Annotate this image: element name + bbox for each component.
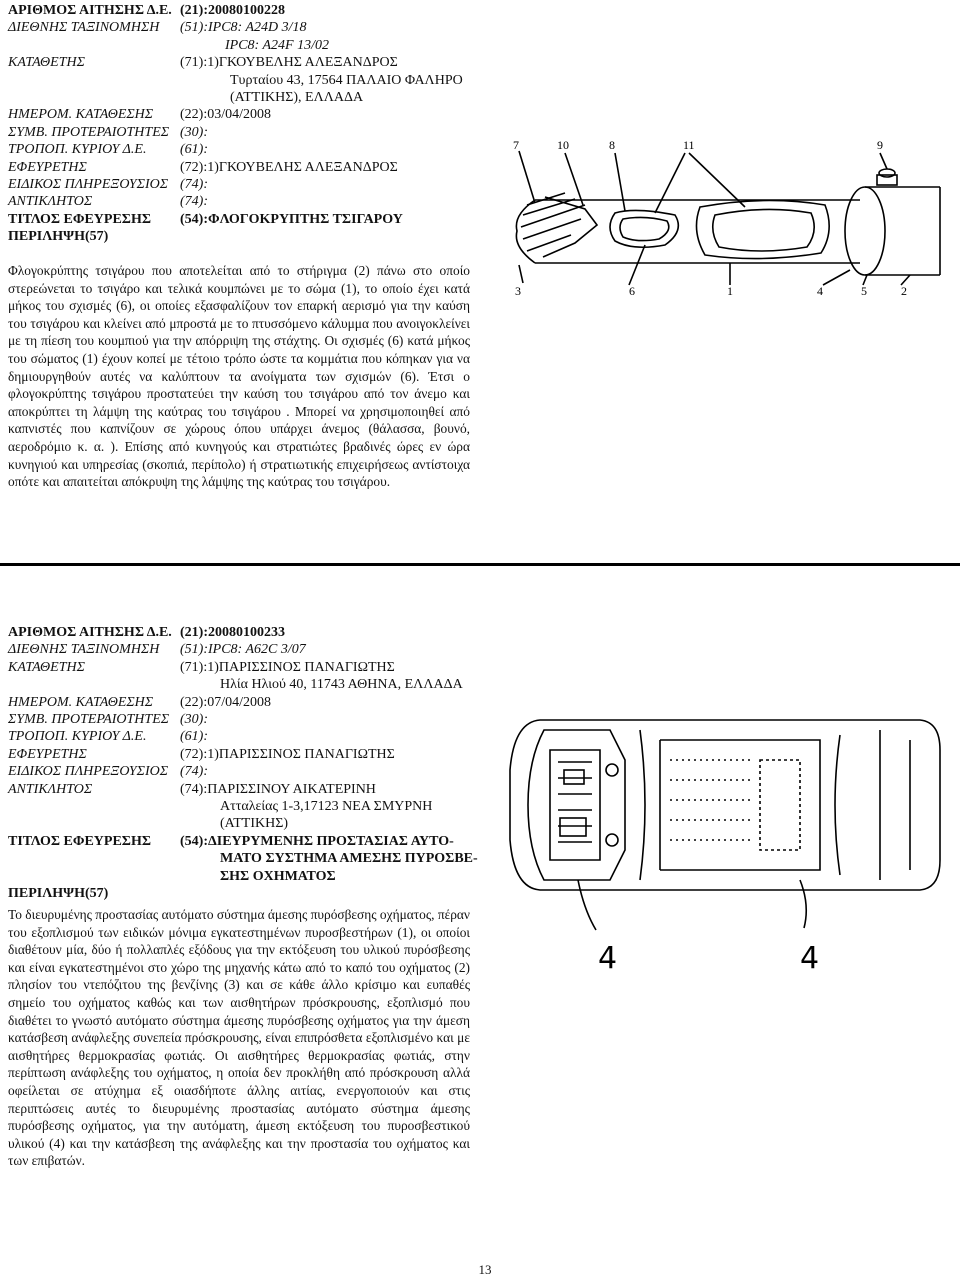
agent-value: (74): <box>180 194 208 210</box>
attorney-value: (74): <box>180 764 208 780</box>
amendment-label: ΤΡΟΠΟΠ. ΚΥΡΙΟΥ Δ.Ε. <box>8 729 147 745</box>
applicant-label: ΚΑΤΑΘΕΤΗΣ <box>8 55 85 71</box>
priority-label: ΣΥΜΒ. ΠΡΟΤΕΡΑΙΟΤΗΤΕΣ <box>8 124 170 140</box>
callout-1: 1 <box>727 284 733 298</box>
callout-3: 3 <box>515 284 521 298</box>
agent-address-cont: (ΑΤΤΙΚΗΣ) <box>220 816 289 832</box>
empty-label <box>8 850 180 867</box>
application-number-label: ΑΡΙΘΜΟΣ ΑΙΤΗΣΗΣ Δ.Ε. <box>8 625 172 640</box>
amendment-value: (61): <box>180 142 208 158</box>
attorney-value: (74): <box>180 177 208 193</box>
invention-title-value: (54):ΦΛΟΓΟΚΡΥΠΤΗΣ ΤΣΙΓΑΡΟΥ <box>180 211 403 227</box>
entry1-metadata <box>8 2 478 246</box>
entry1-applicant-address-row <box>8 72 478 89</box>
entry2-title-cont2-row <box>8 868 478 885</box>
entry2-classification-row <box>8 641 478 658</box>
callout-10: 10 <box>557 138 569 152</box>
priority-label: ΣΥΜΒ. ΠΡΟΤΕΡΑΙΟΤΗΤΕΣ <box>8 712 170 728</box>
classification-label: ΔΙΕΘΝΗΣ ΤΑΞΙΝΟΜΗΣΗ <box>8 20 160 36</box>
empty-label <box>8 815 180 832</box>
entry1-classification-row <box>8 19 478 36</box>
priority-value: (30): <box>180 124 208 140</box>
entry2-title-cont-row <box>8 850 478 867</box>
entry2-abstract: Το διευρυμένης προστασίας αυτόματο σύστημα άμεσης πυρόσβεσης οχήματος, πέραν του εξοπλισμού των ειδικών μόνιμα εγκατεστημένων πυροσβεστήρων (1), οι οποίοι διαθέτουν μία, δύο ή πολλαπλές εξόδους για την εκτόξευση του υλικού πυρόσβεσης και είναι εγκατεστημένοι στο χώρο της μηχανής κάτω από το καπό του οχήματος (2) πλησίον του ντεπόζιτου της βενζίνης (3) και σε κάθε άλλο κρίσιμο και ευπαθές σημείο του οχήματος καθώς και των αισθητήρων πρόσκρουσης, εξοπλισμό που διαθέτει το γνωστό αυτόματο σύστημα άμεσης πυρόσβεσης οχήματος για την άμεση κατάσβεση ανάφλεξης συνεπεία πρόσκρουσης, είναι επιπρόσθετα εξοπλισμένο και με αισθητήρες θερμοκρασίας φωτιάς. Οι αισθητήρες θερμοκρασίας φωτιάς, στην περίπτωση ανάφλεξης του οχήματος, η οποία δεν προκλήθη από πρόσκρουση αλλά οφείλεται σε ατύχημα εξ οιασδήποτε άλλης αιτίας, ενεργοποιούν και στις περιπτώσεις αυτές το διευρυμένης προστασίας αυτόματο σύστημα άμεσης πυρόσβεσης οχήματος, για την αυτόματη, άμεση εκτόξευση του πυροσβεστικού υλικού (4) και την κατάσβεση της ανάφλεξης και την προστασία του οχήματος και των επιβατών. <box>8 907 470 1169</box>
agent-address: Ατταλείας 1-3,17123 ΝΕΑ ΣΜΥΡΝΗ <box>220 799 433 815</box>
classification-value-cont: IPC8: A24F 13/02 <box>225 37 329 53</box>
applicant-value: (71):1)ΓΚΟΥΒΕΛΗΣ ΑΛΕΞΑΝΔΡΟΣ <box>180 55 398 71</box>
entry2-applicant-row <box>8 659 478 676</box>
entry2-attorney-row <box>8 763 478 780</box>
entry1-filing-date-row <box>8 106 478 123</box>
callout-6: 6 <box>629 284 635 298</box>
empty-label <box>8 72 180 89</box>
entry2-applicant-address-row <box>8 676 478 693</box>
entry2-priority-row <box>8 711 478 728</box>
empty-label <box>8 676 180 693</box>
invention-title-cont: ΜΑΤΟ ΣΥΣΤΗΜΑ ΑΜΕΣΗΣ ΠΥΡΟΣΒΕ- <box>220 851 478 867</box>
entry1-abstract: Φλογοκρύπτης τσιγάρου που αποτελείται από το στήριγμα (2) πάνω στο οποίο στερεώνεται το τσιγάρο και τελικά κουμπώνει με το σώμα (1), το οποίο έχει κατά μήκος του σχισμές (6), οι οποίες εξασφαλίζουν τον επαρκή αερισμό για την καύση του τσιγάρου και κλείνει από μπροστά με το πτυσσόμενο κάλυμμα που ανοιγοκλείνει με τη πίεση του κουμπιού για την απόρριψη της στάχτης. Οι σχισμές (6) κατά μήκος του σώματος (1) έχουν κοπεί με τέτοιο τρόπο ώστε τα κομμάτια που κόπηκαν για να δημιουργηθούν αυτές να καλύπτουν τα ανοίγματα των σχισμών (6). Έτσι ο φλογοκρύπτης τσιγάρου προστατεύει την καύση του τσιγάρου από τον άνεμο και αποκρύπτει τη λάμψη της καύτρας του τσιγάρου . Μπορεί να χρησιμοποιηθεί από καπνιστές που καπνίζουν σε χώρους όπου υπάρχει άνεμος (θάλασσα, βουνό, αεροδρόμιο κ. α. ). Επίσης από κυνηγούς και στρατιώτες βραδινές ώρες εν ώρα κυνηγιού και υπηρεσίας (σκοπιά, περίπολο) ή στρατιωτικής επιχειρήσεως αντίστοιχα οπότε και απαιτείται απόκρυψη της λάμψης της καύτρας του τσιγάρου. <box>8 263 470 490</box>
entry1-inventor-row <box>8 159 478 176</box>
entry2-agent-address-row <box>8 798 478 815</box>
agent-value: (74):ΠΑΡΙΣΣΙΝΟΥ ΑΙΚΑΤΕΡΙΝΗ <box>180 781 376 797</box>
entry1-classification-cont-row <box>8 37 478 54</box>
entry2-agent-address-cont-row <box>8 815 478 832</box>
filing-date-label: ΗΜΕΡΟΜ. ΚΑΤΑΘΕΣΗΣ <box>8 107 154 123</box>
applicant-address-cont: (ΑΤΤΙΚΗΣ), ΕΛΛΑΔΑ <box>230 90 364 106</box>
classification-label: ΔΙΕΘΝΗΣ ΤΑΞΙΝΟΜΗΣΗ <box>8 642 160 658</box>
entry1-applicant-row <box>8 54 478 71</box>
entry2-amendment-row <box>8 728 478 745</box>
entry1-agent-row <box>8 193 478 210</box>
callout-4-right: 4 <box>800 941 820 976</box>
applicant-label: ΚΑΤΑΘΕΤΗΣ <box>8 659 85 675</box>
callout-11: 11 <box>683 138 695 152</box>
inventor-value: (72):1)ΠΑΡΙΣΣΙΝΟΣ ΠΑΝΑΓΙΩΤΗΣ <box>180 746 395 762</box>
entry1-abstract-heading-row <box>8 228 478 245</box>
patent-entry-2 <box>0 620 960 1180</box>
entry2-application-number-row <box>8 624 478 641</box>
abstract-heading: ΠΕΡΙΛΗΨΗ(57) <box>8 229 109 245</box>
inventor-label: ΕΦΕΥΡΕΤΗΣ <box>8 746 87 762</box>
classification-value: (51):IPC8: A62C 3/07 <box>180 642 306 658</box>
filing-date-value: (22):03/04/2008 <box>180 107 271 123</box>
callout-9: 9 <box>877 138 883 152</box>
applicant-address: Ηλία Ηλιού 40, 11743 ΑΘΗΝΑ, ΕΛΛΑΔΑ <box>220 677 463 693</box>
attorney-label: ΕΙΔΙΚΟΣ ΠΛΗΡΕΞΟΥΣΙΟΣ <box>8 177 169 193</box>
entry2-abstract-heading-row <box>8 885 478 902</box>
entry2-title-row <box>8 833 478 850</box>
callout-4: 4 <box>817 284 823 298</box>
callout-7: 7 <box>513 138 519 152</box>
entry1-priority-row <box>8 124 478 141</box>
amendment-label: ΤΡΟΠΟΠ. ΚΥΡΙΟΥ Δ.Ε. <box>8 142 147 158</box>
callout-8: 8 <box>609 138 615 152</box>
agent-label: ΑΝΤΙΚΛΗΤΟΣ <box>8 194 93 210</box>
entry2-agent-row <box>8 781 478 798</box>
invention-title-cont2: ΣΗΣ ΟΧΗΜΑΤΟΣ <box>220 868 336 884</box>
callout-4-left: 4 <box>598 941 618 976</box>
entry-separator <box>0 563 960 566</box>
invention-title-value: (54):ΔΙΕΥΡΥΜΕΝΗΣ ΠΡΟΣΤΑΣΙΑΣ ΑΥΤΟ- <box>180 833 454 849</box>
entry1-applicant-address-cont-row <box>8 89 478 106</box>
applicant-value: (71):1)ΠΑΡΙΣΣΙΝΟΣ ΠΑΝΑΓΙΩΤΗΣ <box>180 659 395 675</box>
patent-entry-1 <box>0 0 960 560</box>
entry1-application-number-row <box>8 2 478 19</box>
application-number-value: (21):20080100228 <box>180 3 285 18</box>
entry2-metadata <box>8 624 478 903</box>
inventor-value: (72):1)ΓΚΟΥΒΕΛΗΣ ΑΛΕΞΑΝΔΡΟΣ <box>180 159 398 175</box>
inventor-label: ΕΦΕΥΡΕΤΗΣ <box>8 159 87 175</box>
entry2-inventor-row <box>8 746 478 763</box>
page-number: 13 <box>478 1262 492 1277</box>
applicant-address: Τυρταίου 43, 17564 ΠΑΛΑΙΟ ΦΑΛΗΡΟ <box>230 72 463 88</box>
empty-label <box>8 868 180 885</box>
filing-date-value: (22):07/04/2008 <box>180 694 271 710</box>
application-number-label: ΑΡΙΘΜΟΣ ΑΙΤΗΣΗΣ Δ.Ε. <box>8 3 172 18</box>
callout-5: 5 <box>861 284 867 298</box>
abstract-heading: ΠΕΡΙΛΗΨΗ(57) <box>8 886 109 902</box>
classification-value: (51):IPC8: A24D 3/18 <box>180 20 307 36</box>
invention-title-label: ΤΙΤΛΟΣ ΕΦΕΥΡΕΣΗΣ <box>8 833 152 849</box>
callout-2: 2 <box>901 284 907 298</box>
invention-title-label: ΤΙΤΛΟΣ ΕΦΕΥΡΕΣΗΣ <box>8 211 152 227</box>
flame-concealer-drawing <box>505 135 945 305</box>
empty-label <box>8 89 180 106</box>
empty-label <box>8 37 180 54</box>
vehicle-fire-system-drawing <box>500 700 950 980</box>
entry1-attorney-row <box>8 176 478 193</box>
priority-value: (30): <box>180 712 208 728</box>
application-number-value: (21):20080100233 <box>180 625 285 640</box>
entry1-title-row <box>8 211 478 228</box>
filing-date-label: ΗΜΕΡΟΜ. ΚΑΤΑΘΕΣΗΣ <box>8 694 154 710</box>
amendment-value: (61): <box>180 729 208 745</box>
entry2-filing-date-row <box>8 694 478 711</box>
entry1-amendment-row <box>8 141 478 158</box>
empty-label <box>8 798 180 815</box>
attorney-label: ΕΙΔΙΚΟΣ ΠΛΗΡΕΞΟΥΣΙΟΣ <box>8 764 169 780</box>
agent-label: ΑΝΤΙΚΛΗΤΟΣ <box>8 781 93 797</box>
